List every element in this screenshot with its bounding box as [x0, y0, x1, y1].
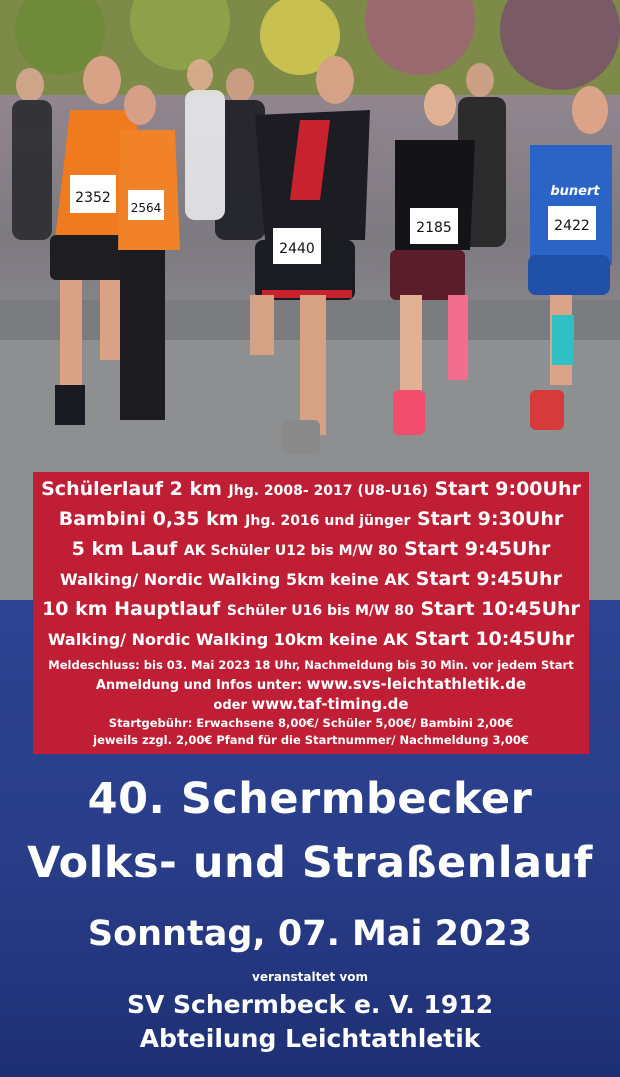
bib-number: 2564	[130, 201, 162, 215]
organizer-intro: veranstaltet vom	[252, 970, 368, 984]
bib-number: 2422	[554, 218, 590, 234]
event-date: Sonntag, 07. Mai 2023	[87, 914, 533, 954]
alternative-registration: oder www.taf-timing.de	[213, 695, 409, 713]
registration-info: Anmeldung und Infos unter: www.svs-leichtathletik.de	[95, 675, 527, 693]
race-line-bambini: Bambini 0,35 km Jhg. 2016 und jünger Start 9:30Uhr	[58, 508, 564, 530]
race-line-walking-5km: Walking/ Nordic Walking 5km keine AK Start 9:45Uhr	[60, 568, 562, 590]
race-line-walking-10km: Walking/ Nordic Walking 10km keine AK Start 10:45Uhr	[47, 628, 575, 650]
entry-fee: Startgebühr: Erwachsene 8,00€/ Schüler 5,00€/ Bambini 2,00€	[108, 716, 514, 730]
bib-number: 2440	[279, 241, 315, 257]
event-title-line1: 40. Schermbecker	[87, 774, 533, 824]
race-line-schuelerlauf: Schülerlauf 2 km Jhg. 2008- 2017 (U8-U16) Start 9:00Uhr	[41, 478, 581, 500]
race-line-10km: 10 km Hauptlauf Schüler U16 bis M/W 80 Start 10:45Uhr	[42, 598, 580, 620]
race-line-5km: 5 km Lauf AK Schüler U12 bis M/W 80 Start 9:45Uhr	[71, 538, 551, 560]
club-website-link[interactable]: www.svs-leichtathletik.de	[306, 675, 527, 693]
organizer-department: Abteilung Leichtathletik	[139, 1024, 481, 1053]
race-info-box	[33, 472, 589, 754]
deposit-note: jeweils zzgl. 2,00€ Pfand für die Startnummer/ Nachmeldung 3,00€	[93, 733, 529, 747]
timing-website-link[interactable]: www.taf-timing.de	[251, 695, 409, 713]
bib-number: 2352	[75, 190, 111, 206]
organizer-club: SV Schermbeck e. V. 1912	[126, 990, 494, 1019]
bib-number: 2185	[416, 220, 452, 236]
event-title-line2: Volks- und Straßenlauf	[27, 838, 593, 888]
shirt-logo: bunert	[550, 184, 600, 199]
registration-deadline: Meldeschluss: bis 03. Mai 2023 18 Uhr, Nachmeldung bis 30 Min. vor jedem Start	[48, 658, 574, 672]
